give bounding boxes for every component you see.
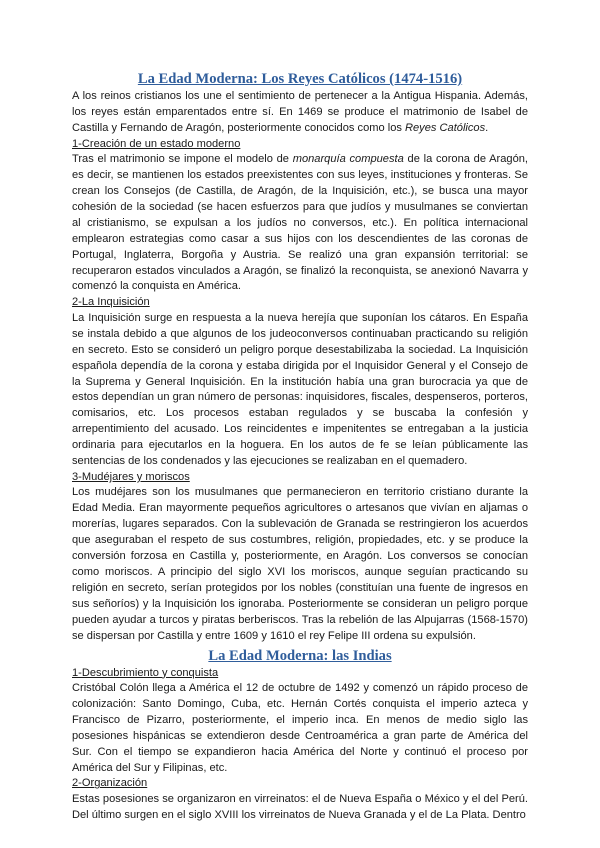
paragraph-estado-moderno: Tras el matrimonio se impone el modelo de monarquía compuesta de la corona de Aragón, es decir, se mantienen los estados preexistentes con sus leyes, instituciones y fronteras. Se crean los Consejos (de Castilla, de Aragón, de la Inquisición, etc.), se busca una mayor cohesión de la sociedad (se hacen esfuerzos para que judíos y musulmanes se conviertan al cristianismo, se expulsan a los judíos no conversos, etc.). En política internacional emplearon estrategias como casar a sus hijos con los descendientes de las coronas de Portugal, Inglaterra, Borgoña y Austria. Se realizó una gran expansión territorial: se recuperaron estados vinculados a Aragón, se finalizó la reconquista, se anexionó Navarra y comenzó la conquista en América.	[72, 153, 528, 293]
intro-paragraph: A los reinos cristianos los une el sentimiento de pertenecer a la Antigua Hispania. Además, los reyes están emparentados entre sí. En 1469 se produce el matrimonio de Isabel de Castilla y Fernando de Aragón, posteriormente conocidos como los Reyes Católicos.	[72, 90, 528, 134]
paragraph-inquisicion: La Inquisición surge en respuesta a la nueva herejía que suponían los cátaros. En España se instala debido a que algunos de los judeoconversos continuaban practicando su religión en secreto. Esto se consideró un peligro porque desestabilizaba la sociedad. La Inquisición española dependía de la corona y estaba dirigida por el Inquisidor General y el Consejo de la Suprema y General Inquisición. En la institución había una gran burocracia ya que de estos dependían un gran número de personas: inquisidores, fiscales, despenseros, porteros, comisarios, etc. Los procesos estaban regulados y se buscaba la confesión y arrepentimiento del acusado. Los reincidentes e impenitentes se entregaban a la justicia ordinaria para ejecutarlos en la hoguera. En los autos de fe se leían públicamente las sentencias de los condenados y las ejecuciones se realizaban en el quemadero.	[72, 311, 528, 468]
heading-organizacion: 2-Organización	[72, 777, 148, 790]
heading-mudejares-moriscos: 3-Mudéjares y moriscos	[72, 470, 190, 483]
heading-inquisicion: 2-La Inquisición	[72, 296, 150, 309]
heading-estado-moderno: 1-Creación de un estado moderno	[72, 137, 241, 150]
heading-descubrimiento: 1-Descubrimiento y conquista	[72, 666, 219, 679]
document-body	[72, 70, 528, 824]
section-title-indias: La Edad Moderna: las Indias	[208, 647, 392, 664]
paragraph-organizacion: Estas posesiones se organizaron en virreinatos: el de Nueva España o México y el del Perú. Del último surgen en el siglo XVIII los virreinatos de Nueva Granada y el de La Plata. Dentro	[72, 792, 528, 821]
section-title-reyes-catolicos: La Edad Moderna: Los Reyes Católicos (1474-1516)	[137, 71, 463, 87]
paragraph-mudejares-moriscos: Los mudéjares son los musulmanes que permanecieron en territorio cristiano durante la Edad Media. Eran mayormente pequeños agricultores o artesanos que vivían en aljamas o morerías, lugares separados. Con la sublevación de Granada se restringieron los acuerdos que aseguraban el respeto de sus costumbres, religión, propiedades, etc. y se produce la conversión forzosa en Castilla y, posteriormente, en Aragón. Los conversos se conocían como moriscos. A principio del siglo XVI los moriscos, aunque seguían practicando su religión en secreto, serían protegidos por los nobles (constituían una fuente de ingresos en sus señoríos) y la Inquisición los ignoraba. Posteriormente se consideran un peligro porque pueden ayudar a turcos y piratas berberiscos. Tras la rebelión de las Alpujarras (1568-1570) se dispersan por Castilla y entre 1609 y 1610 el rey Felipe III ordena su expulsión.	[72, 486, 528, 642]
paragraph-descubrimiento: Cristóbal Colón llega a América el 12 de octubre de 1492 y comenzó un rápido proceso de colonización: Santo Domingo, Cuba, etc. Hernán Cortés conquista el imperio azteca y Francisco de Pizarro, posteriormente, el imperio inca. En menos de medio siglo las posesiones hispánicas se extendieron desde Centroamérica a gran parte de América del Sur. Con el tiempo se expandieron hacia América del Norte y continuó el proceso por América del Sur y Filipinas, etc.	[72, 682, 528, 774]
